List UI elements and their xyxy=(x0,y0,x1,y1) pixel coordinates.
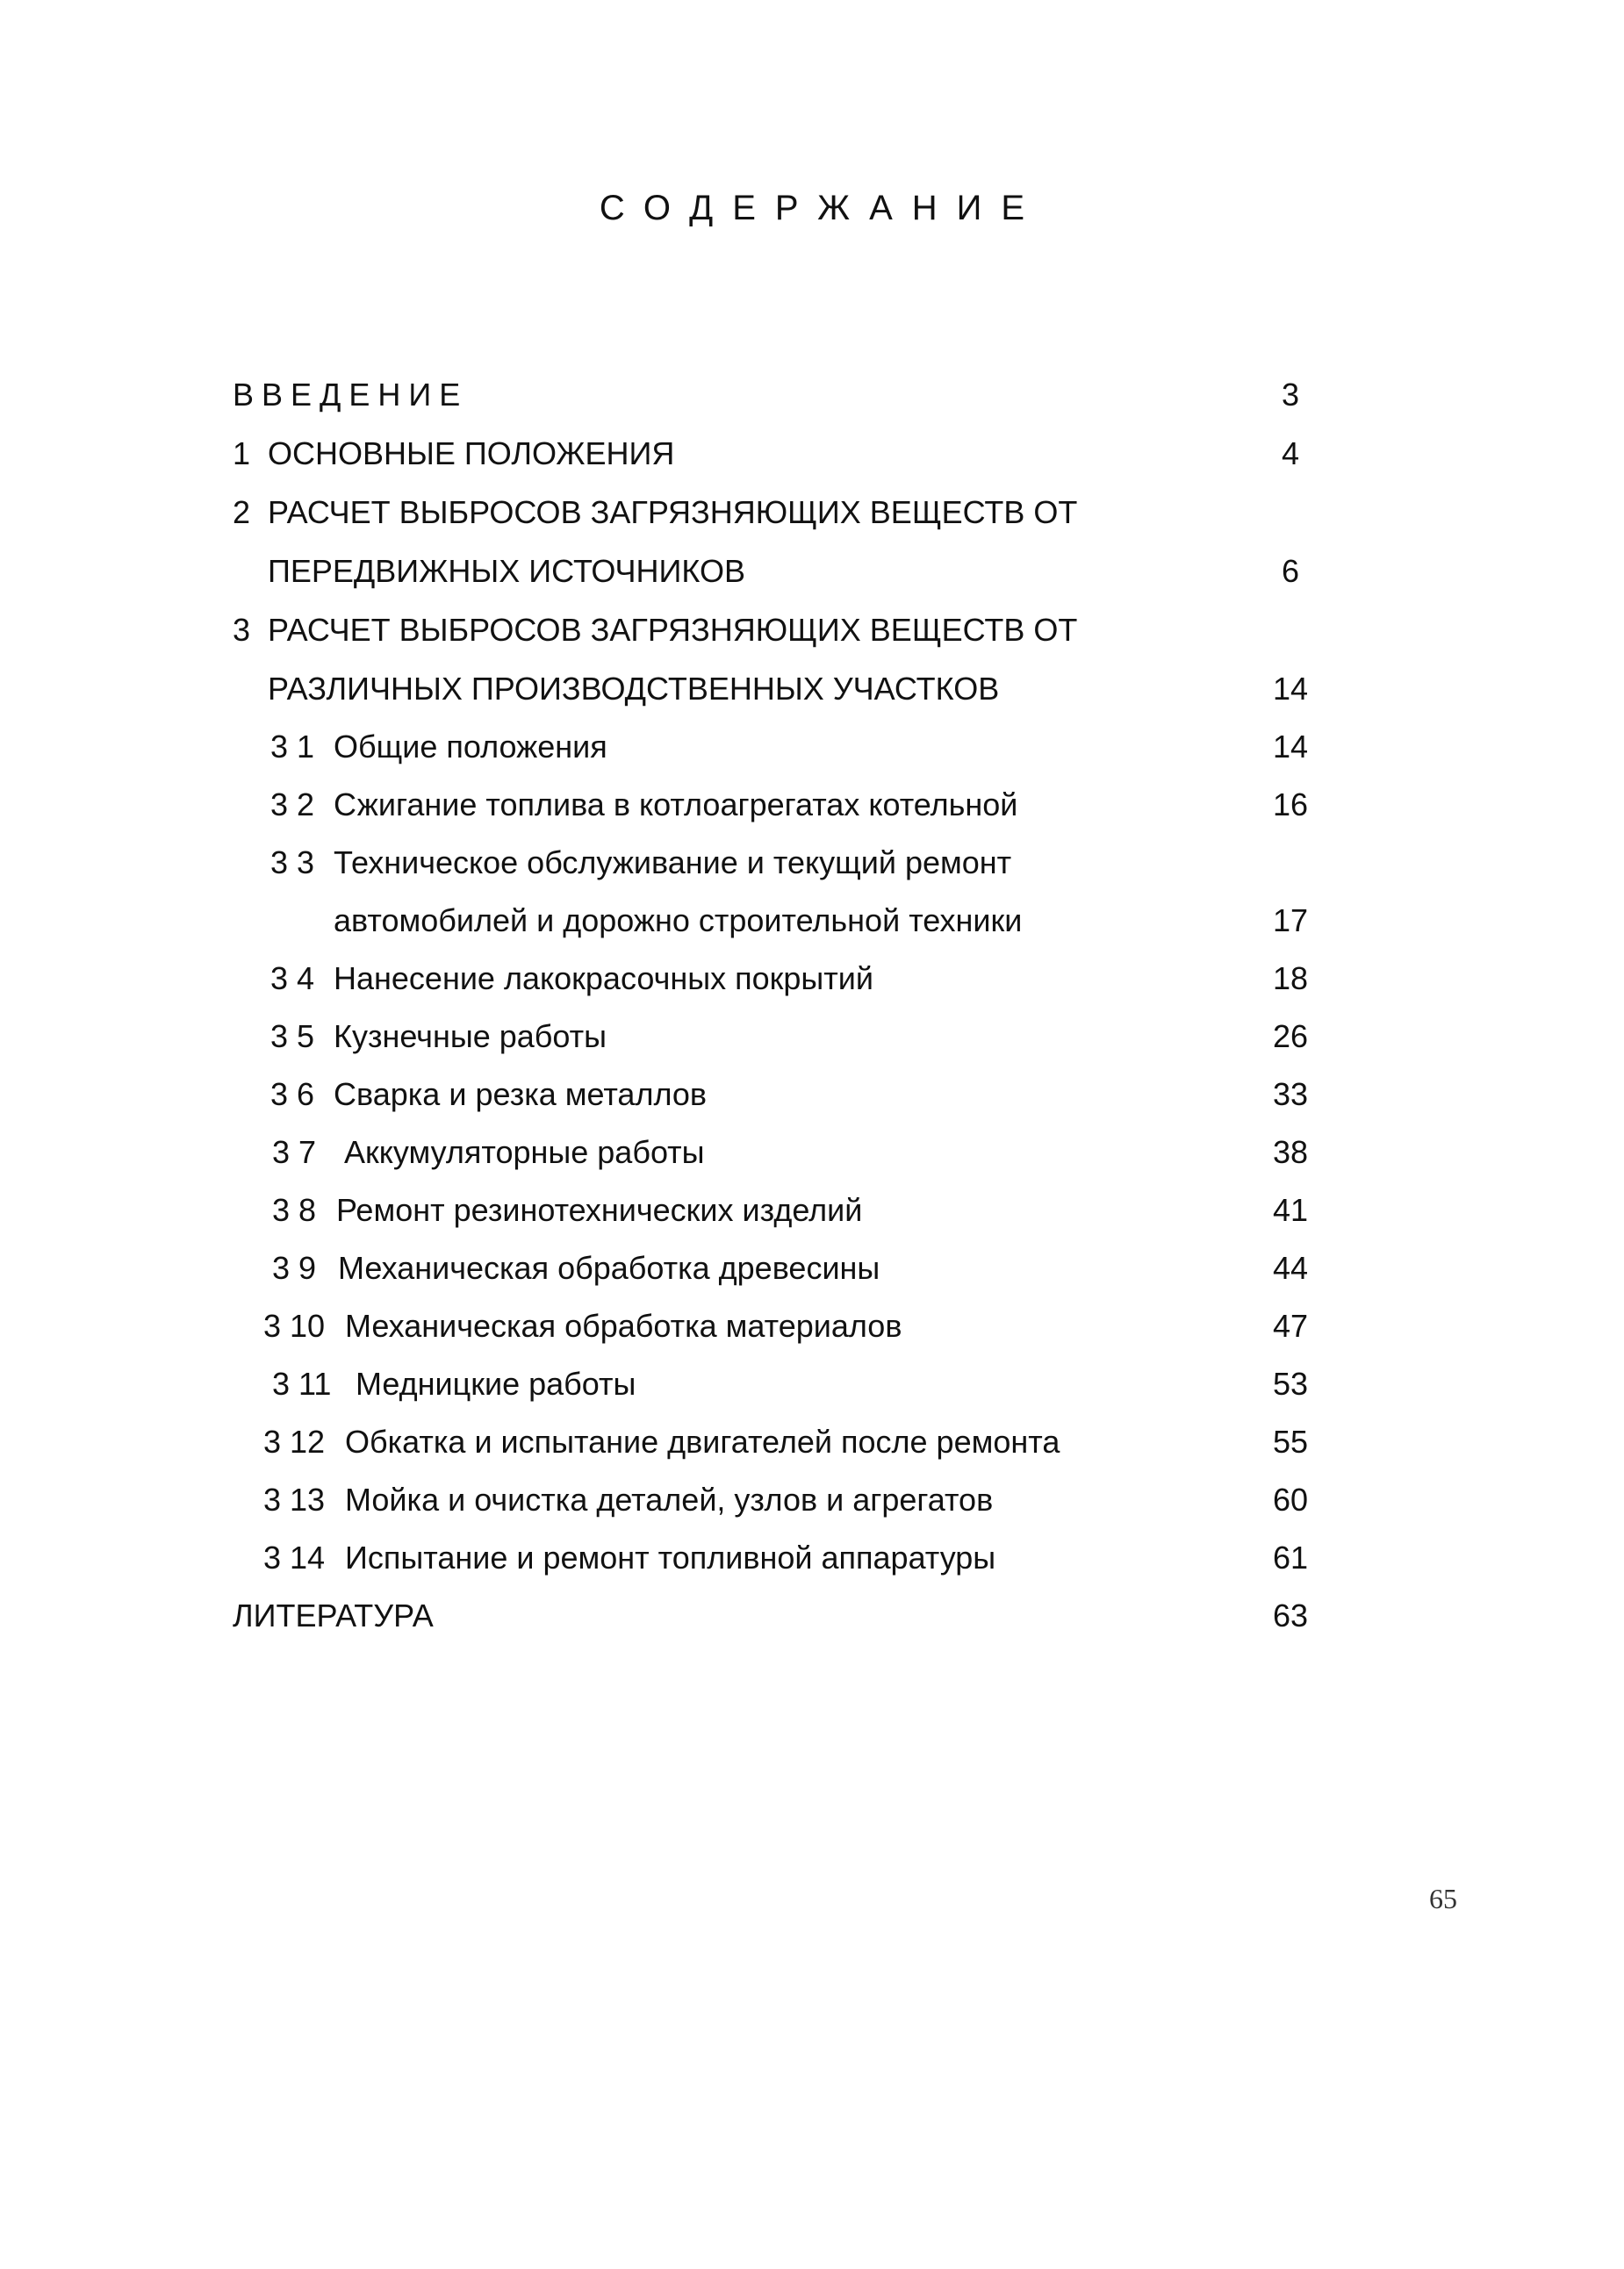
toc-row-section-3 xyxy=(0,608,1624,652)
toc-page-number: 4 xyxy=(1281,435,1300,471)
toc-row-section-1 xyxy=(0,432,1624,476)
toc-row-subsection-3-6 xyxy=(0,1073,1624,1117)
toc-entry-title: Медницкие работы xyxy=(356,1366,636,1402)
toc-page-number: 38 xyxy=(1272,1134,1309,1170)
toc-section-number: 3 1 xyxy=(270,729,315,765)
toc-page-number: 33 xyxy=(1272,1076,1309,1112)
toc-entry-title: РАСЧЕТ ВЫБРОСОВ ЗАГРЯЗНЯЮЩИХ ВЕЩЕСТВ ОТ xyxy=(268,494,1078,530)
toc-page-number: 41 xyxy=(1272,1192,1309,1228)
toc-row-subsection-3-10 xyxy=(0,1304,1624,1348)
toc-section-number: 3 4 xyxy=(270,960,315,996)
toc-row-subsection-3-13 xyxy=(0,1478,1624,1522)
toc-page-number: 53 xyxy=(1272,1366,1309,1402)
toc-entry-title: РАЗЛИЧНЫХ ПРОИЗВОДСТВЕННЫХ УЧАСТКОВ xyxy=(268,671,1000,707)
toc-row-subsection-3-3-continued xyxy=(0,899,1624,943)
toc-row-subsection-3-4 xyxy=(0,957,1624,1001)
toc-row-subsection-3-14 xyxy=(0,1536,1624,1580)
toc-page-number: 63 xyxy=(1272,1598,1309,1634)
toc-page-number: 55 xyxy=(1272,1424,1309,1460)
toc-entry-title: ЛИТЕРАТУРА xyxy=(233,1598,434,1634)
toc-row-subsection-3-2 xyxy=(0,783,1624,827)
toc-entry-title: Кузнечные работы xyxy=(334,1018,607,1054)
toc-row-section-2 xyxy=(0,491,1624,535)
toc-entry-title: Нанесение лакокрасочных покрытий xyxy=(334,960,873,996)
toc-row-section-2-continued xyxy=(0,549,1624,593)
toc-section-number: 3 12 xyxy=(263,1424,326,1460)
toc-page-number: 14 xyxy=(1272,729,1309,765)
toc-section-number: 3 10 xyxy=(263,1308,326,1344)
toc-page-number: 44 xyxy=(1272,1250,1309,1286)
toc-section-number: 3 13 xyxy=(263,1482,326,1518)
toc-section-number: 3 8 xyxy=(272,1192,317,1228)
toc-page-number: 17 xyxy=(1272,902,1309,938)
toc-entry-title: ВВЕДЕНИЕ xyxy=(233,377,469,413)
toc-section-number: 1 xyxy=(233,435,251,471)
toc-entry-title: Техническое обслуживание и текущий ремонт xyxy=(334,844,1012,880)
toc-row-introduction xyxy=(0,373,1624,417)
toc-entry-title: Сварка и резка металлов xyxy=(334,1076,708,1112)
toc-entry-title: Аккумуляторные работы xyxy=(344,1134,705,1170)
toc-entry-title: Механическая обработка материалов xyxy=(345,1308,902,1344)
toc-page-number: 61 xyxy=(1272,1540,1309,1576)
toc-section-number: 3 5 xyxy=(270,1018,315,1054)
toc-entry-title: Сжигание топлива в котлоагрегатах котельной xyxy=(334,786,1018,822)
toc-page-number: 18 xyxy=(1272,960,1309,996)
toc-section-number: 2 xyxy=(233,494,251,530)
toc-page-number: 26 xyxy=(1272,1018,1309,1054)
toc-entry-title: автомобилей и дорожно строительной техники xyxy=(334,902,1023,938)
toc-section-number: 3 11 xyxy=(272,1366,332,1402)
toc-entry-title: Мойка и очистка деталей, узлов и агрегатов xyxy=(345,1482,994,1518)
toc-page-number: 60 xyxy=(1272,1482,1309,1518)
toc-row-literature xyxy=(0,1594,1624,1638)
toc-row-subsection-3-8 xyxy=(0,1188,1624,1232)
toc-section-number: 3 xyxy=(233,612,251,648)
toc-entry-title: Общие положения xyxy=(334,729,607,765)
toc-entry-title: ОСНОВНЫЕ ПОЛОЖЕНИЯ xyxy=(268,435,675,471)
toc-section-number: 3 2 xyxy=(270,786,315,822)
toc-page-number: 6 xyxy=(1281,553,1300,589)
toc-page-number: 14 xyxy=(1272,671,1309,707)
toc-page-number: 16 xyxy=(1272,786,1309,822)
toc-section-number: 3 9 xyxy=(272,1250,317,1286)
toc-entry-title: Испытание и ремонт топливной аппаратуры xyxy=(345,1540,996,1576)
toc-entry-title: Механическая обработка древесины xyxy=(338,1250,880,1286)
toc-row-subsection-3-11 xyxy=(0,1362,1624,1406)
toc-section-number: 3 14 xyxy=(263,1540,326,1576)
toc-row-subsection-3-5 xyxy=(0,1015,1624,1059)
toc-entry-title: Ремонт резинотехнических изделий xyxy=(336,1192,863,1228)
toc-row-subsection-3-1 xyxy=(0,725,1624,769)
toc-page-number: 3 xyxy=(1281,377,1300,413)
toc-row-subsection-3-3 xyxy=(0,841,1624,885)
toc-section-number: 3 3 xyxy=(270,844,315,880)
toc-section-number: 3 7 xyxy=(272,1134,317,1170)
toc-row-subsection-3-9 xyxy=(0,1246,1624,1290)
page-folio-number: 65 xyxy=(1429,1883,1457,1914)
toc-row-subsection-3-12 xyxy=(0,1420,1624,1464)
toc-section-number: 3 6 xyxy=(270,1076,315,1112)
page-title: СОДЕРЖАНИЕ xyxy=(599,189,1045,227)
toc-entry-title: ПЕРЕДВИЖНЫХ ИСТОЧНИКОВ xyxy=(268,553,746,589)
toc-entry-title: РАСЧЕТ ВЫБРОСОВ ЗАГРЯЗНЯЮЩИХ ВЕЩЕСТВ ОТ xyxy=(268,612,1078,648)
toc-row-subsection-3-7 xyxy=(0,1131,1624,1174)
toc-page-number: 47 xyxy=(1272,1308,1309,1344)
toc-row-section-3-continued xyxy=(0,667,1624,711)
toc-entry-title: Обкатка и испытание двигателей после ремонта xyxy=(345,1424,1060,1460)
